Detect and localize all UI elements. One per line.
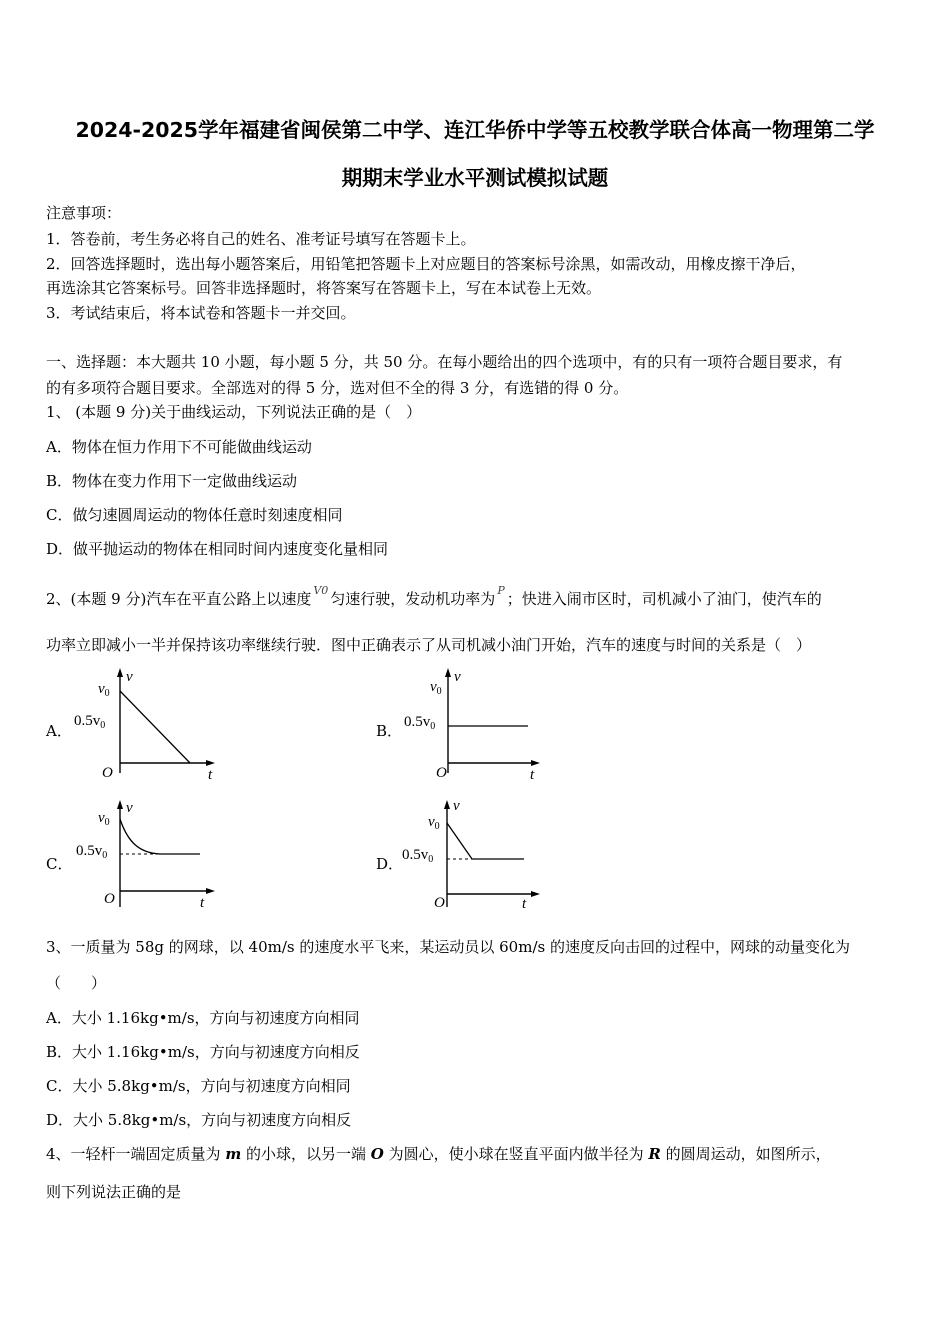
q3-option-d: D．大小 5.8kg•m/s，方向与初速度方向相反: [46, 1111, 352, 1129]
svg-text:v: v: [454, 669, 461, 685]
q2-graph-d: [400, 795, 545, 915]
notice-heading: 注意事项：: [46, 204, 122, 222]
q4-symbol-o: O: [370, 1145, 384, 1163]
svg-text:O: O: [102, 765, 113, 781]
svg-text:O: O: [434, 895, 445, 911]
svg-text:v0: $v_0$: [428, 814, 440, 832]
q3-stem: 3、一质量为 58g 的网球，以 40m/s 的速度水平飞来，某运动员以 60m/s 的速度反向击回的过程中，网球的动量变化为: [46, 938, 850, 956]
q2-option-d-label: D．: [376, 855, 404, 873]
section-1-line-1: 一、选择题：本大题共 10 小题，每小题 5 分，共 50 分。在每小题给出的四个选项中，有的只有一项符合题目要求，有: [46, 353, 843, 371]
notice-item-1: 1．答卷前，考生务必将自己的姓名、准考证号填写在答题卡上。: [46, 230, 476, 248]
q2-stem-line-1: [46, 584, 822, 609]
svg-text:O: O: [104, 891, 115, 907]
q2-option-a-label: A．: [46, 722, 72, 740]
q4-stem-line-2: 则下列说法正确的是: [46, 1183, 182, 1201]
q1-option-d: D．做平抛运动的物体在相同时间内速度变化量相同: [46, 540, 389, 558]
title-line-2: 期期末学业水平测试模拟试题: [341, 166, 609, 190]
axis-v-label: v: [126, 669, 133, 685]
notice-item-2a: 2．回答选择题时，选出每小题答案后，用铅笔把答题卡上对应题目的答案标号涂黑，如需改动，用橡皮擦干净后，: [46, 255, 806, 273]
svg-text:v: v: [453, 798, 460, 814]
q1-option-c: C．做匀速圆周运动的物体任意时刻速度相同: [46, 506, 343, 524]
q1-stem: 1、 (本题 9 分)关于曲线运动，下列说法正确的是（ ）: [46, 403, 422, 421]
q2-stem-a: 2、(本题 9 分)汽车在平直公路上以速度: [46, 590, 312, 608]
q1-option-a: A．物体在恒力作用下不可能做曲线运动: [46, 438, 312, 456]
q2-graph-b: [400, 665, 545, 785]
svg-text:v0: $v_0$: [98, 681, 110, 699]
svg-text:t: t: [530, 767, 535, 783]
svg-text:t: t: [200, 895, 205, 911]
title-line-1: 2024-2025学年福建省闽侯第二中学、连江华侨中学等五校教学联合体高一物理第二学: [75, 118, 875, 142]
q3-paren: （ ）: [46, 974, 107, 992]
q2-stem-line-2: 功率立即减小一半并保持该功率继续行驶．图中正确表示了从司机减小油门开始，汽车的速度与时间的关系是（ ）: [46, 636, 812, 654]
q3-option-c: C．大小 5.8kg•m/s，方向与初速度方向相同: [46, 1077, 351, 1095]
svg-text:0.5v0: $0.5v_0$: [402, 847, 434, 865]
q4-stem-line-1: 4、一轻杆一端固定质量为 m 的小球，以另一端 O 为圆心，使小球在竖直平面内做半径为 R 的圆周运动，如图所示，: [46, 1145, 831, 1163]
q2-symbol-p: P: [497, 584, 505, 597]
svg-text:v0: $v_0$: [430, 679, 442, 697]
svg-text:t: t: [522, 896, 527, 912]
q2-stem-b: 匀速行驶，发动机功率为: [330, 590, 496, 608]
q1-option-b: B．物体在变力作用下一定做曲线运动: [46, 472, 298, 490]
q2-graph-c: [76, 795, 225, 915]
notice-item-2b: 再选涂其它答案标号。回答非选择题时，将答案写在答题卡上，写在本试卷上无效。: [46, 279, 602, 297]
q2-graph-a: [74, 665, 225, 785]
notice-item-3: 3．考试结束后，将本试卷和答题卡一并交回。: [46, 304, 356, 322]
svg-text:v: v: [126, 800, 133, 816]
svg-text:v0: $v_0$: [98, 810, 110, 828]
q2-option-c-label: C．: [46, 855, 73, 873]
svg-text:O: O: [436, 765, 447, 781]
svg-text:0.5v0: $0.5v_0$: [74, 713, 106, 731]
section-1-line-2: 的有多项符合题目要求。全部选对的得 5 分，选对但不全的得 3 分，有选错的得 0 分。: [46, 379, 629, 397]
q4-symbol-r: R: [648, 1145, 661, 1163]
svg-text:t: t: [208, 767, 213, 783]
q4-symbol-m: m: [225, 1145, 242, 1163]
q2-stem-c: ；快进入闹市区时，司机减小了油门，使汽车的: [506, 590, 822, 608]
q2-option-b-label: B．: [376, 722, 403, 740]
svg-text:0.5v0: $0.5v_0$: [76, 843, 108, 861]
q2-symbol-v0: V0: [313, 584, 329, 597]
q3-option-b: B．大小 1.16kg•m/s，方向与初速度方向相反: [46, 1043, 360, 1061]
q3-option-a: A．大小 1.16kg•m/s，方向与初速度方向相同: [46, 1009, 360, 1027]
svg-text:0.5v0: $0.5v_0$: [404, 714, 436, 732]
